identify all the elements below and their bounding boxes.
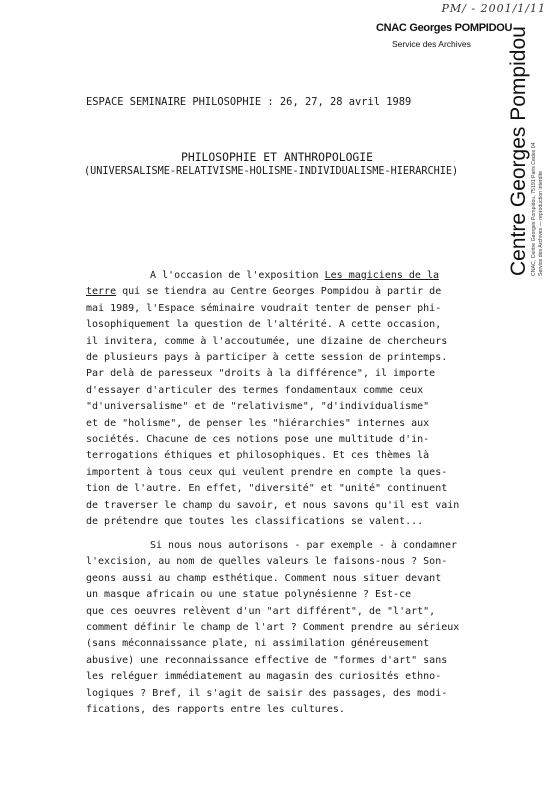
paragraph-line xyxy=(86,284,459,300)
archive-stamp-org: CNAC Georges POMPIDOU xyxy=(376,22,513,34)
document-title: PHILOSOPHIE ET ANTHROPOLOGIE xyxy=(180,150,374,164)
paragraph-line-text: A l'occasion de l'exposition xyxy=(150,270,325,281)
paragraph-line: que ces oeuvres relèvent d'un "art différent", de "l'art", xyxy=(86,605,436,617)
paragraph-line: de plusieurs pays à participer à cette session de printemps. xyxy=(86,352,448,364)
archive-stamp xyxy=(376,22,512,49)
exhibition-title: Les magiciens de la xyxy=(324,270,439,281)
side-stamp-name: Centre Georges Pompidou xyxy=(507,26,530,276)
paragraph-line xyxy=(86,268,459,284)
paragraph-line: de prétendre que toutes les classifications se valent... xyxy=(86,516,424,528)
paragraph-line: sociétés. Chacune de ces notions pose une multitude d'in- xyxy=(86,434,430,446)
side-stamp-fine-print: CNAC, Centre Georges Pompidou, 75191 Paris Cedex 04 xyxy=(531,142,537,276)
paragraph-line: comment définir le champ de l'art ? Comment prendre au sérieux xyxy=(86,622,460,634)
side-stamp-fine-print: Service des Archives — reproduction interdite xyxy=(538,171,544,276)
paragraph-line: losophiquement la question de l'altérité. A cette occasion, xyxy=(86,319,442,331)
paragraph-line: "d'universalisme" et de "relativisme", "d'individualisme" xyxy=(86,401,430,413)
exhibition-title: terre xyxy=(86,286,117,298)
paragraph-line: abusive) une reconnaissance effective de "formes d'art" sans xyxy=(86,654,448,666)
paragraph-line: de traverser le champ du savoir, et nous savons qu'il est vain xyxy=(86,499,460,511)
seminar-header: ESPACE SEMINAIRE PHILOSOPHIE : 26, 27, 28 avril 1989 xyxy=(86,96,412,108)
paragraph-line: importent à tous ceux qui veulent prendre en compte la ques- xyxy=(86,466,448,478)
document-subtitle: (UNIVERSALISME-RELATIVISME-HOLISME-INDIVIDUALISME-HIERARCHIE) xyxy=(84,166,459,177)
paragraph-line: geons aussi au champ esthétique. Comment nous situer devant xyxy=(86,572,442,584)
paragraph-line: tion de l'autre. En effet, "diversité" et "unité" continuent xyxy=(86,483,448,495)
paragraph-line: (sans méconnaissance plate, ni assimilation généreusement xyxy=(86,638,430,650)
paragraph-line: il invitera, comme à l'accoutumée, une dizaine de chercheurs xyxy=(86,335,448,347)
paragraph-line: fications, des rapports entre les cultures. xyxy=(86,704,345,716)
handwritten-reference: PM/ - 2001/1/11 xyxy=(441,2,546,15)
archive-stamp-service: Service des Archives xyxy=(392,39,471,49)
paragraph-2 xyxy=(86,538,459,718)
paragraph-line: mai 1989, l'Espace séminaire voudrait tenter de penser phi- xyxy=(86,302,442,314)
paragraph-1 xyxy=(86,268,459,531)
side-stamp xyxy=(507,16,553,276)
paragraph-line: terrogations éthiques et philosophiques. Et ces thèmes là xyxy=(86,450,430,462)
paragraph-line: les reléguer immédiatement au magasin des curiosités ethno- xyxy=(86,671,442,683)
paragraph-line: l'excision, au nom de quelles valeurs le faisons-nous ? Son- xyxy=(86,556,448,568)
paragraph-line: Par delà de paresseux "droits à la différence", il importe xyxy=(86,368,436,380)
paragraph-line: un masque africain ou une statue polynésienne ? Est-ce xyxy=(86,589,412,601)
paragraph-line: d'essayer d'articuler des termes fondamentaux comme ceux xyxy=(86,384,424,396)
paragraph-line: Si nous nous autorisons - par exemple - à condamner xyxy=(150,540,458,551)
paragraph-line: logiques ? Bref, il s'agit de saisir des passages, des modi- xyxy=(86,687,448,699)
paragraph-line-text: qui se tiendra au Centre Georges Pompidou à partir de xyxy=(116,286,442,298)
paragraph-line: et de "holisme", de penser les "hiérarchies" internes aux xyxy=(86,417,430,429)
